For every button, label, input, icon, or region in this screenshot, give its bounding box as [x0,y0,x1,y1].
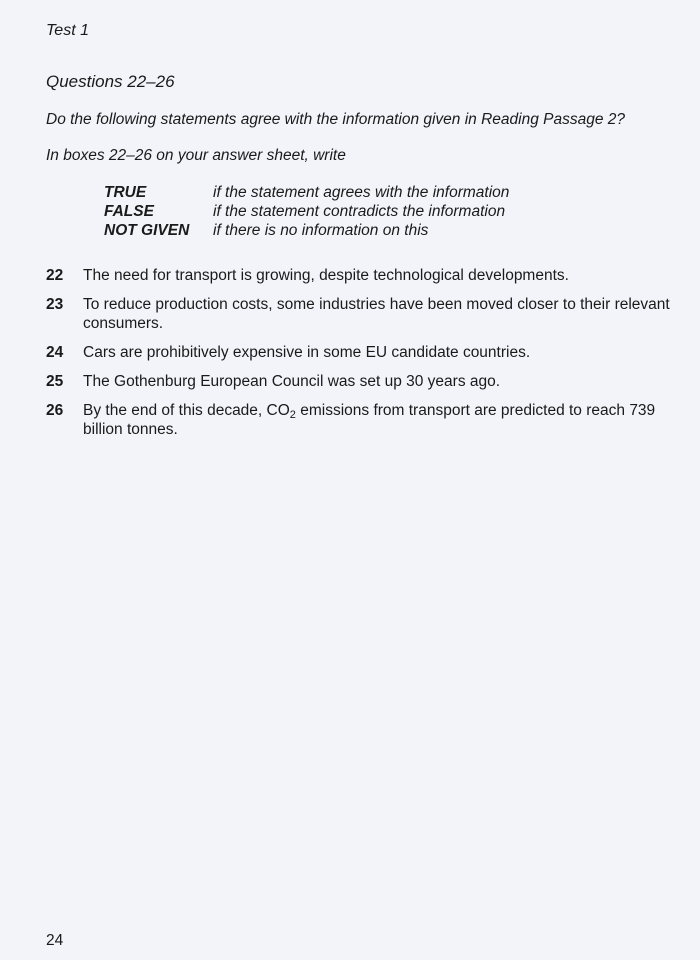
key-term: TRUE [104,184,147,201]
page-number: 24 [46,932,64,949]
key-term: FALSE [104,203,154,220]
question-list [46,266,686,449]
question-number: 23 [46,296,64,313]
question-item [46,401,686,439]
instruction-line-1: Do the following statements agree with the information given in Reading Passage 2? [46,111,626,128]
subscript-two: 2 [289,409,296,421]
question-number: 26 [46,402,64,419]
answer-key-table [104,183,509,240]
question-number: 24 [46,344,64,361]
question-item [46,266,686,285]
question-item [46,372,686,391]
key-row-not-given [104,221,509,240]
question-text: Cars are prohibitively expensive in some EU candidate countries. [83,344,531,361]
key-row-false [104,202,509,221]
question-text-before: By the end of this decade, CO [83,402,290,419]
key-definition: if the statement contradicts the information [213,203,506,220]
question-item [46,295,686,333]
question-item [46,343,686,362]
key-row-true [104,183,509,202]
question-number: 25 [46,373,64,390]
question-number: 22 [46,267,64,284]
question-text: The Gothenburg European Council was set up 30 years ago. [83,373,501,390]
question-text: The need for transport is growing, despite technological developments. [83,267,569,284]
section-title: Questions 22–26 [46,72,175,91]
key-definition: if the statement agrees with the information [213,184,510,201]
question-text-after: emissions from transport are predicted to reach 739 billion tonnes. [83,402,656,438]
question-text [83,401,686,439]
key-definition: if there is no information on this [213,222,429,239]
question-text: To reduce production costs, some industries have been moved closer to their relevant consumers. [83,296,670,332]
instruction-line-2: In boxes 22–26 on your answer sheet, write [46,147,346,164]
key-term: NOT GIVEN [104,222,190,239]
running-head: Test 1 [46,22,89,39]
